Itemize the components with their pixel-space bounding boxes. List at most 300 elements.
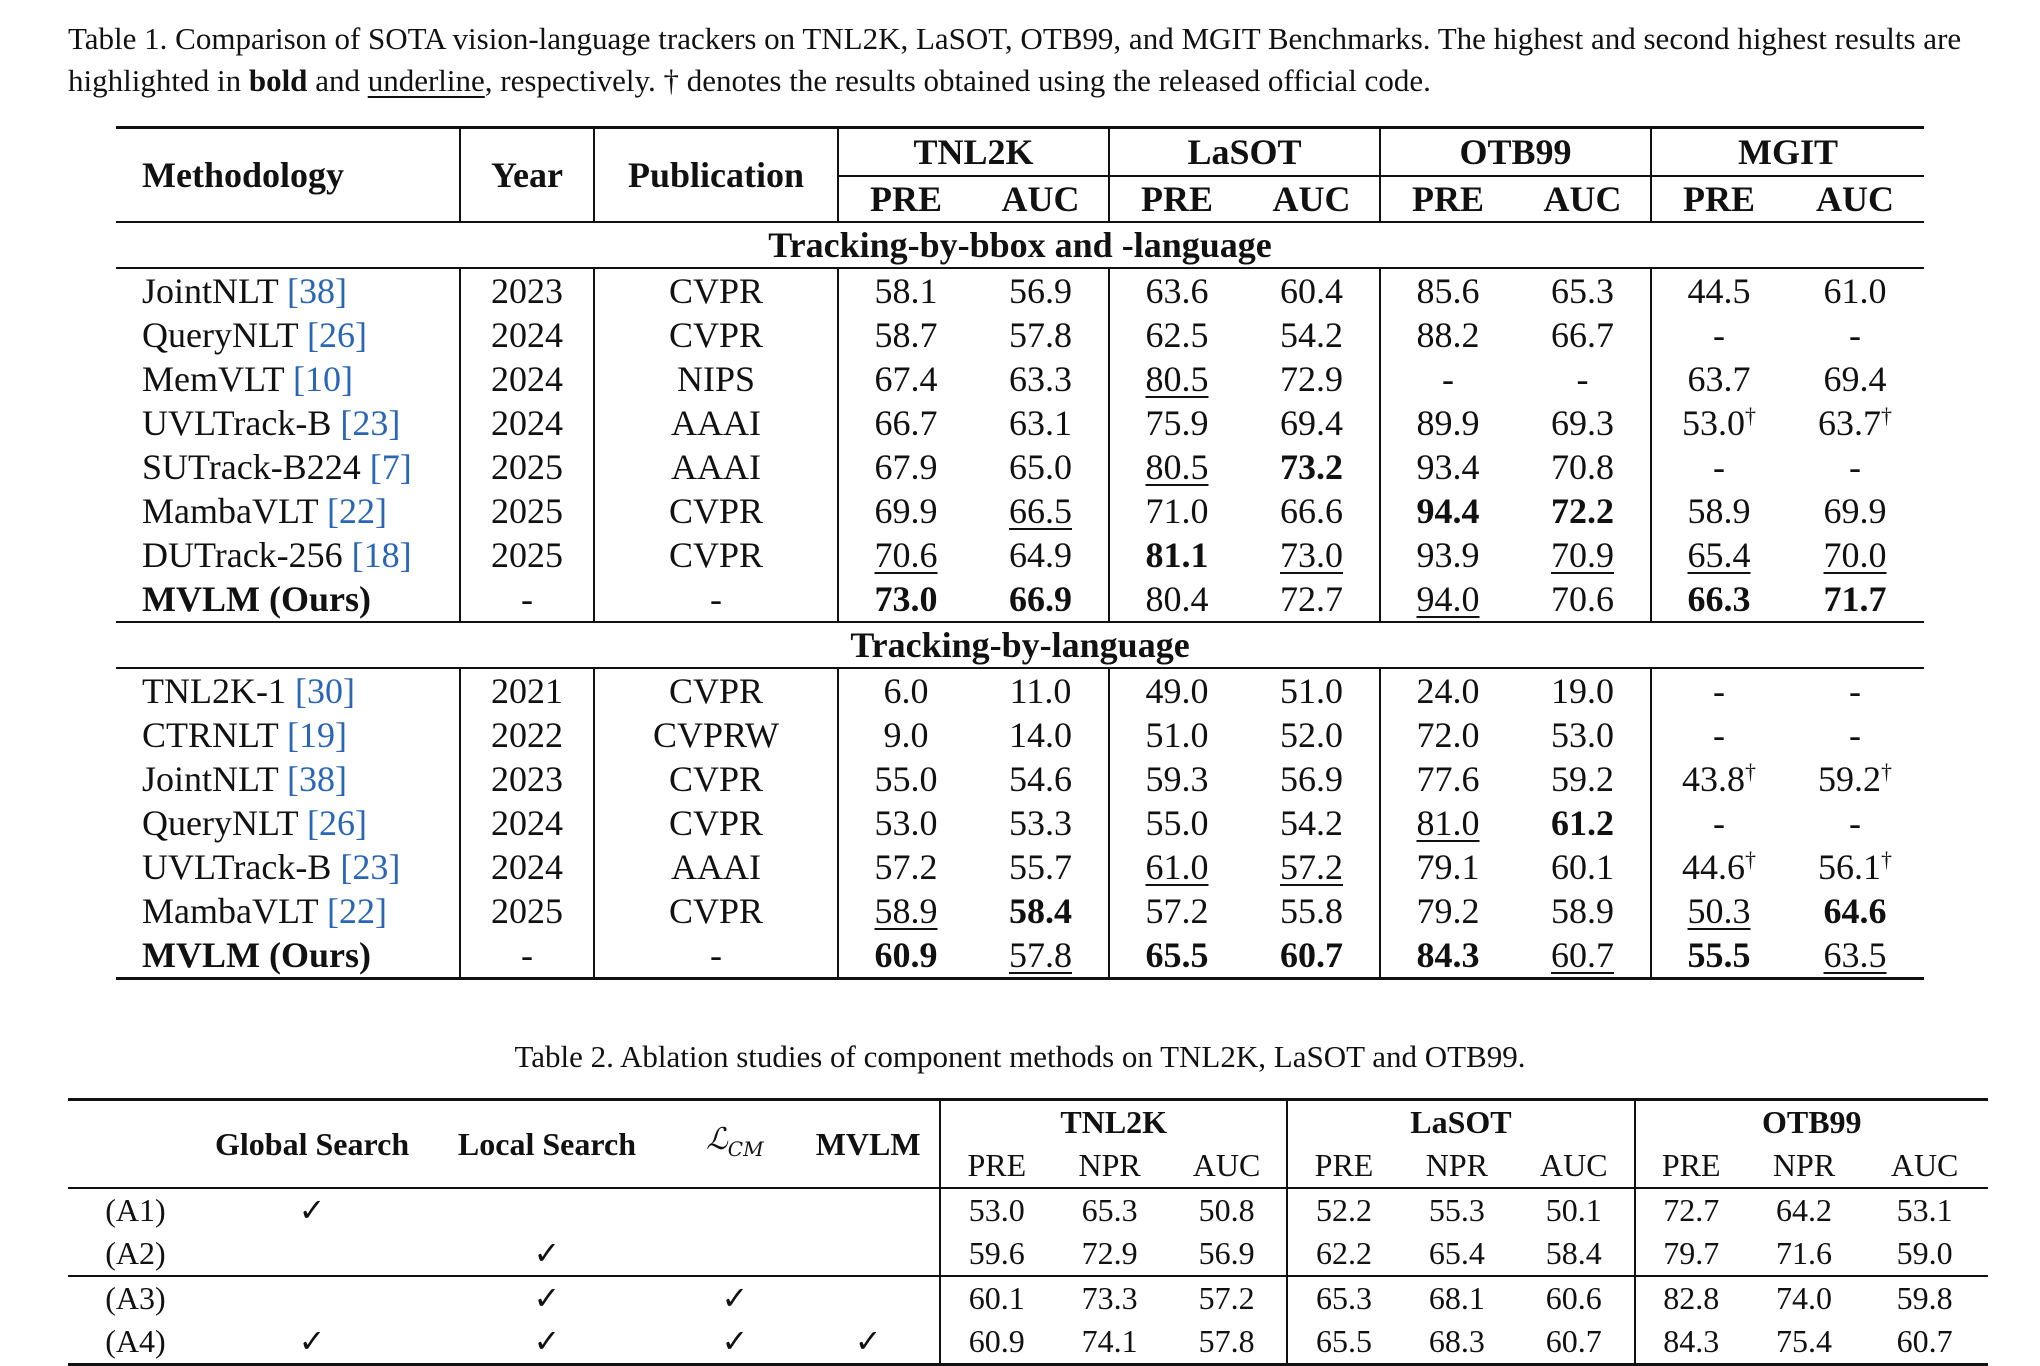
metric-cell (1786, 313, 1924, 357)
metric-value: 58.4 (1009, 891, 1072, 931)
metric-cell: 72.7 (1663, 1192, 1720, 1228)
metric-cell (1515, 668, 1651, 713)
metric-cell (838, 933, 973, 979)
metric-cell: 62.2 (1315, 1235, 1372, 1271)
metric-cell (838, 845, 973, 889)
metric-value: 56.1 (1818, 847, 1881, 887)
row-id: (A4) (105, 1323, 166, 1359)
metric-cell (1380, 845, 1515, 889)
metric-value: 72.2 (1551, 491, 1614, 531)
method-name: MVLM (Ours) (116, 577, 460, 622)
metric-value: 63.6 (1145, 271, 1209, 311)
subheader-npr: NPR (1747, 1144, 1861, 1188)
header-otb99: OTB99 (1380, 128, 1651, 177)
metric-cell (1651, 401, 1786, 445)
metric-cell (838, 445, 973, 489)
metric-cell (1380, 445, 1515, 489)
metric-cell (973, 713, 1109, 757)
citation-link: [10] (293, 359, 353, 399)
table-row (68, 1276, 1988, 1320)
metric-cell (838, 268, 973, 313)
metric-value: 70.6 (874, 535, 938, 575)
table-row (116, 577, 1924, 622)
metric-cell (1380, 401, 1515, 445)
metric-cell (1651, 357, 1786, 401)
metric-value: 53.3 (1009, 803, 1072, 843)
metric-cell: 59.0 (1896, 1235, 1953, 1271)
metric-cell (1651, 757, 1786, 801)
metric-cell: 57.2 (1167, 1276, 1288, 1320)
year-cell: 2024 (460, 845, 594, 889)
metric-cell (1380, 668, 1515, 713)
metric-value: 85.6 (1416, 271, 1480, 311)
citation-link: [19] (287, 715, 348, 755)
citation-link: [23] (340, 403, 401, 443)
metric-cell (1109, 889, 1244, 933)
metric-value: 71.0 (1145, 491, 1209, 531)
metric-value: 14.0 (1009, 715, 1072, 755)
table1-caption: Table 1. Comparison of SOTA vision-language trackers on TNL2K, LaSOT, OTB99, and MGIT Benchmarks. The highest and second highest results are highlighted in bold and underline, respectively. † denotes the results obtained using the released official code. (68, 21, 1962, 98)
header-local-search: Local Search (421, 1100, 672, 1189)
year-cell: 2025 (460, 445, 594, 489)
metric-cell (1651, 489, 1786, 533)
metric-value: 66.7 (1551, 315, 1614, 355)
publication-cell: CVPR (594, 668, 838, 713)
header-lasot: LaSOT (1287, 1100, 1634, 1145)
citation-link: [7] (369, 447, 412, 487)
metric-cell (973, 801, 1109, 845)
metric-value: - (1576, 359, 1589, 399)
metric-value: 63.3 (1009, 359, 1072, 399)
metric-cell: 50.1 (1514, 1188, 1635, 1232)
metric-value: 61.0 (1823, 271, 1887, 311)
metric-value: 61.2 (1551, 803, 1614, 843)
table-row (116, 713, 1924, 757)
metric-cell (1651, 713, 1786, 757)
check-cell (421, 1188, 672, 1232)
check-cell: ✓ (721, 1323, 749, 1359)
subheader-pre: PRE (1635, 1144, 1747, 1188)
metric-cell: 71.6 (1776, 1235, 1833, 1271)
metric-cell (1786, 445, 1924, 489)
check-cell: ✓ (298, 1192, 326, 1228)
table-row (116, 357, 1924, 401)
metric-cell (1515, 489, 1651, 533)
metric-value: 72.0 (1416, 715, 1480, 755)
metric-value: 50.3 (1687, 891, 1751, 931)
metric-value: 73.0 (874, 579, 938, 619)
publication-cell: - (594, 933, 838, 979)
metric-value: 56.9 (1280, 759, 1343, 799)
metric-cell (1380, 533, 1515, 577)
metric-cell (1651, 889, 1786, 933)
metric-cell (838, 577, 973, 622)
metric-value: 80.4 (1145, 579, 1209, 619)
metric-value: 66.9 (1009, 579, 1072, 619)
metric-cell (1380, 489, 1515, 533)
metric-value: 62.5 (1145, 315, 1209, 355)
metric-cell: 60.7 (1896, 1323, 1953, 1359)
metric-cell: 60.6 (1514, 1276, 1635, 1320)
header-otb99: OTB99 (1761, 1104, 1862, 1140)
metric-cell (838, 489, 973, 533)
citation-link: [23] (340, 847, 401, 887)
metric-value: 55.0 (874, 759, 938, 799)
method-name: JointNLT [38] (116, 268, 460, 313)
subheader-auc: AUC (973, 176, 1109, 222)
metric-value: 58.7 (874, 315, 938, 355)
metric-cell (1515, 757, 1651, 801)
method-name: JointNLT [38] (116, 757, 460, 801)
metric-cell (973, 357, 1109, 401)
metric-cell (1109, 801, 1244, 845)
header-tnl2k: TNL2K (838, 128, 1109, 177)
metric-cell (1786, 713, 1924, 757)
check-cell: ✓ (533, 1323, 561, 1359)
metric-cell (1786, 268, 1924, 313)
metric-cell: 65.4 (1428, 1235, 1485, 1271)
method-name: SUTrack-B224 [7] (116, 445, 460, 489)
metric-value: 66.7 (874, 403, 938, 443)
metric-value: 60.1 (1551, 847, 1614, 887)
metric-cell (1515, 889, 1651, 933)
metric-cell (973, 889, 1109, 933)
row-id: (A2) (105, 1235, 166, 1271)
metric-value: 70.0 (1823, 535, 1887, 575)
metric-value: 55.0 (1145, 803, 1209, 843)
metric-cell (1244, 801, 1380, 845)
subheader-pre: PRE (1412, 179, 1484, 219)
metric-cell: 55.3 (1428, 1192, 1485, 1228)
check-cell: ✓ (797, 1320, 940, 1365)
metric-cell: 82.8 (1663, 1280, 1720, 1316)
metric-value: 49.0 (1145, 671, 1209, 711)
metric-value: 43.8 (1682, 759, 1745, 799)
table-row (116, 401, 1924, 445)
metric-cell: 58.4 (1514, 1232, 1635, 1276)
table-row (116, 268, 1924, 313)
metric-value: - (1849, 803, 1861, 843)
metric-cell (838, 889, 973, 933)
publication-cell: CVPR (594, 801, 838, 845)
publication-cell: - (594, 577, 838, 622)
metric-value: 66.6 (1280, 491, 1343, 531)
publication-cell: AAAI (594, 401, 838, 445)
citation-link: [18] (351, 535, 412, 575)
metric-cell: 53.1 (1896, 1192, 1953, 1228)
metric-cell (1244, 889, 1380, 933)
metric-cell: 84.3 (1663, 1323, 1720, 1359)
citation-link: [38] (287, 759, 348, 799)
metric-cell (838, 313, 973, 357)
caption-bold-word: bold (248, 63, 308, 98)
year-cell: 2024 (460, 401, 594, 445)
metric-cell (1786, 845, 1924, 889)
method-name: MVLM (Ours) (116, 933, 460, 979)
table-row (116, 668, 1924, 713)
metric-value: 80.5 (1145, 447, 1209, 487)
check-cell (203, 1232, 422, 1276)
metric-cell (1786, 489, 1924, 533)
metric-value: 94.0 (1416, 579, 1480, 619)
metric-value: 55.5 (1687, 935, 1751, 975)
method-name: MambaVLT [22] (116, 489, 460, 533)
metric-value: 58.9 (874, 891, 938, 931)
metric-cell (1109, 933, 1244, 979)
metric-cell (838, 713, 973, 757)
metric-value: 70.6 (1551, 579, 1614, 619)
metric-cell (1109, 313, 1244, 357)
metric-cell (838, 757, 973, 801)
metric-value: 66.5 (1009, 491, 1072, 531)
subheader-pre: PRE (1141, 179, 1213, 219)
metric-value: 55.8 (1280, 891, 1343, 931)
metric-value: 58.9 (1687, 491, 1751, 531)
metric-value: 60.7 (1551, 935, 1614, 975)
metric-value: 81.1 (1145, 535, 1209, 575)
method-name: MemVLT [10] (116, 357, 460, 401)
metric-cell (1244, 713, 1380, 757)
table-row (116, 757, 1924, 801)
metric-cell (838, 801, 973, 845)
metric-cell (1109, 577, 1244, 622)
metric-cell (1244, 489, 1380, 533)
metric-cell: 68.1 (1428, 1280, 1485, 1316)
table1-comparison (116, 126, 1924, 980)
publication-cell: CVPR (594, 313, 838, 357)
metric-value: 73.2 (1280, 447, 1343, 487)
dagger-mark: † (1881, 847, 1892, 872)
metric-value: 65.5 (1145, 935, 1209, 975)
metric-value: 75.9 (1145, 403, 1209, 443)
metric-value: 69.9 (874, 491, 938, 531)
metric-value: 65.0 (1009, 447, 1072, 487)
metric-cell (1515, 533, 1651, 577)
metric-cell (838, 357, 973, 401)
metric-value: 51.0 (1145, 715, 1209, 755)
metric-cell (1786, 533, 1924, 577)
table-row (116, 889, 1924, 933)
subheader-auc: AUC (1861, 1144, 1988, 1188)
metric-cell (1244, 577, 1380, 622)
metric-cell (1515, 933, 1651, 979)
table-row (68, 1232, 1988, 1276)
year-cell: 2023 (460, 268, 594, 313)
citation-link: [38] (287, 271, 348, 311)
metric-value: 69.3 (1551, 403, 1614, 443)
subheader-auc: AUC (1816, 179, 1894, 219)
dagger-mark: † (1745, 403, 1756, 428)
header-global-search: Global Search (203, 1100, 422, 1189)
metric-value: 24.0 (1416, 671, 1480, 711)
subheader-pre: PRE (1287, 1144, 1399, 1188)
publication-cell: CVPR (594, 533, 838, 577)
metric-cell (1651, 845, 1786, 889)
metric-value: 65.3 (1551, 271, 1614, 311)
metric-cell (1515, 268, 1651, 313)
metric-cell (1380, 577, 1515, 622)
year-cell: 2024 (460, 313, 594, 357)
metric-value: 64.6 (1823, 891, 1887, 931)
metric-cell (1786, 889, 1924, 933)
citation-link: [30] (294, 671, 355, 711)
metric-cell (1786, 357, 1924, 401)
metric-value: 55.7 (1009, 847, 1072, 887)
table-row (116, 445, 1924, 489)
metric-cell (973, 577, 1109, 622)
metric-value: 93.9 (1416, 535, 1480, 575)
metric-cell (1109, 713, 1244, 757)
metric-value: 88.2 (1416, 315, 1480, 355)
metric-cell (1786, 757, 1924, 801)
method-name: TNL2K-1 [30] (116, 668, 460, 713)
metric-value: 72.9 (1280, 359, 1343, 399)
metric-cell: 53.0 (968, 1192, 1025, 1228)
metric-value: - (1849, 715, 1861, 755)
metric-cell (1109, 445, 1244, 489)
metric-cell (973, 313, 1109, 357)
metric-cell: 75.4 (1776, 1323, 1833, 1359)
metric-value: - (1713, 715, 1725, 755)
subheader-auc: AUC (1515, 176, 1651, 222)
metric-cell (1380, 933, 1515, 979)
publication-cell: CVPR (594, 889, 838, 933)
metric-cell: 60.1 (968, 1280, 1025, 1316)
metric-value: 44.6 (1682, 847, 1745, 887)
metric-value: 44.5 (1687, 271, 1751, 311)
metric-cell: 50.8 (1167, 1188, 1288, 1232)
check-cell (203, 1276, 422, 1320)
metric-cell (1380, 889, 1515, 933)
metric-value: 63.7 (1687, 359, 1751, 399)
metric-value: 65.4 (1687, 535, 1751, 575)
metric-cell (1244, 401, 1380, 445)
metric-cell (1515, 713, 1651, 757)
table-row (116, 845, 1924, 889)
metric-cell (1244, 757, 1380, 801)
metric-value: 69.9 (1823, 491, 1887, 531)
metric-value: - (1849, 671, 1861, 711)
method-name: QueryNLT [26] (116, 313, 460, 357)
metric-value: 19.0 (1551, 671, 1614, 711)
metric-cell (1244, 845, 1380, 889)
header-lasot: LaSOT (1109, 128, 1380, 177)
metric-cell (973, 445, 1109, 489)
metric-value: 80.5 (1145, 359, 1209, 399)
row-id: (A3) (105, 1280, 166, 1316)
metric-cell (1651, 801, 1786, 845)
metric-cell (1515, 313, 1651, 357)
metric-cell (1786, 401, 1924, 445)
metric-cell (1651, 668, 1786, 713)
metric-value: 54.6 (1009, 759, 1072, 799)
citation-link: [26] (307, 803, 367, 843)
dagger-mark: † (1881, 403, 1892, 428)
metric-value: 64.9 (1009, 535, 1072, 575)
metric-cell: 59.6 (968, 1235, 1025, 1271)
metric-value: 84.3 (1416, 935, 1480, 975)
metric-cell (1786, 801, 1924, 845)
metric-value: 63.5 (1823, 935, 1887, 975)
metric-cell (1109, 489, 1244, 533)
dagger-mark: † (1881, 759, 1892, 784)
metric-value: 63.1 (1009, 403, 1072, 443)
metric-cell: 65.5 (1315, 1323, 1372, 1359)
metric-value: 66.3 (1687, 579, 1751, 619)
metric-cell: 60.7 (1514, 1320, 1635, 1365)
section-title: Tracking-by-bbox and -language (116, 222, 1924, 268)
method-name: DUTrack-256 [18] (116, 533, 460, 577)
check-cell (797, 1188, 940, 1232)
metric-cell (1244, 313, 1380, 357)
method-name: MambaVLT [22] (116, 889, 460, 933)
metric-value: 9.0 (883, 715, 929, 755)
metric-cell: 60.9 (968, 1323, 1025, 1359)
metric-cell (1651, 577, 1786, 622)
metric-value: 56.9 (1009, 271, 1072, 311)
check-cell: ✓ (533, 1235, 561, 1271)
metric-cell (973, 401, 1109, 445)
check-cell: ✓ (298, 1323, 326, 1359)
metric-value: 57.8 (1009, 315, 1072, 355)
subheader-auc: AUC (1244, 176, 1380, 222)
check-cell: ✓ (533, 1280, 561, 1316)
metric-cell (973, 268, 1109, 313)
metric-value: 93.4 (1416, 447, 1480, 487)
metric-cell: 73.3 (1081, 1280, 1138, 1316)
table2-caption: Table 2. Ablation studies of component methods on TNL2K, LaSOT and OTB99. (514, 1039, 1526, 1074)
metric-cell (1515, 845, 1651, 889)
metric-cell (1244, 933, 1380, 979)
metric-cell: 59.8 (1896, 1280, 1953, 1316)
metric-cell (973, 533, 1109, 577)
metric-value: 11.0 (1009, 671, 1072, 711)
metric-value: 58.1 (874, 271, 938, 311)
metric-value: 57.2 (874, 847, 938, 887)
subheader-pre: PRE (940, 1144, 1052, 1188)
metric-value: 51.0 (1280, 671, 1343, 711)
metric-value: - (1849, 447, 1861, 487)
metric-cell: 72.9 (1081, 1235, 1138, 1271)
metric-cell: 52.2 (1315, 1192, 1372, 1228)
check-cell (673, 1232, 798, 1276)
metric-value: 63.7 (1818, 403, 1881, 443)
publication-cell: CVPR (594, 757, 838, 801)
metric-value: 53.0 (1682, 403, 1745, 443)
year-cell: - (460, 577, 594, 622)
table2-ablation (68, 1098, 1988, 1366)
metric-value: 60.4 (1280, 271, 1343, 311)
metric-cell (1244, 668, 1380, 713)
metric-value: 60.9 (874, 935, 938, 975)
year-cell: 2024 (460, 801, 594, 845)
metric-value: 73.0 (1280, 535, 1343, 575)
publication-cell: AAAI (594, 445, 838, 489)
dagger-mark: † (1745, 847, 1756, 872)
metric-cell (973, 489, 1109, 533)
table-row (68, 1320, 1988, 1365)
metric-value: 54.2 (1280, 803, 1343, 843)
metric-value: - (1713, 315, 1725, 355)
subheader-pre: PRE (870, 179, 942, 219)
metric-cell (1109, 268, 1244, 313)
metric-cell (1651, 933, 1786, 979)
metric-cell (1651, 268, 1786, 313)
method-name: QueryNLT [26] (116, 801, 460, 845)
metric-value: 89.9 (1416, 403, 1480, 443)
metric-value: 67.4 (874, 359, 938, 399)
table-row (116, 933, 1924, 979)
